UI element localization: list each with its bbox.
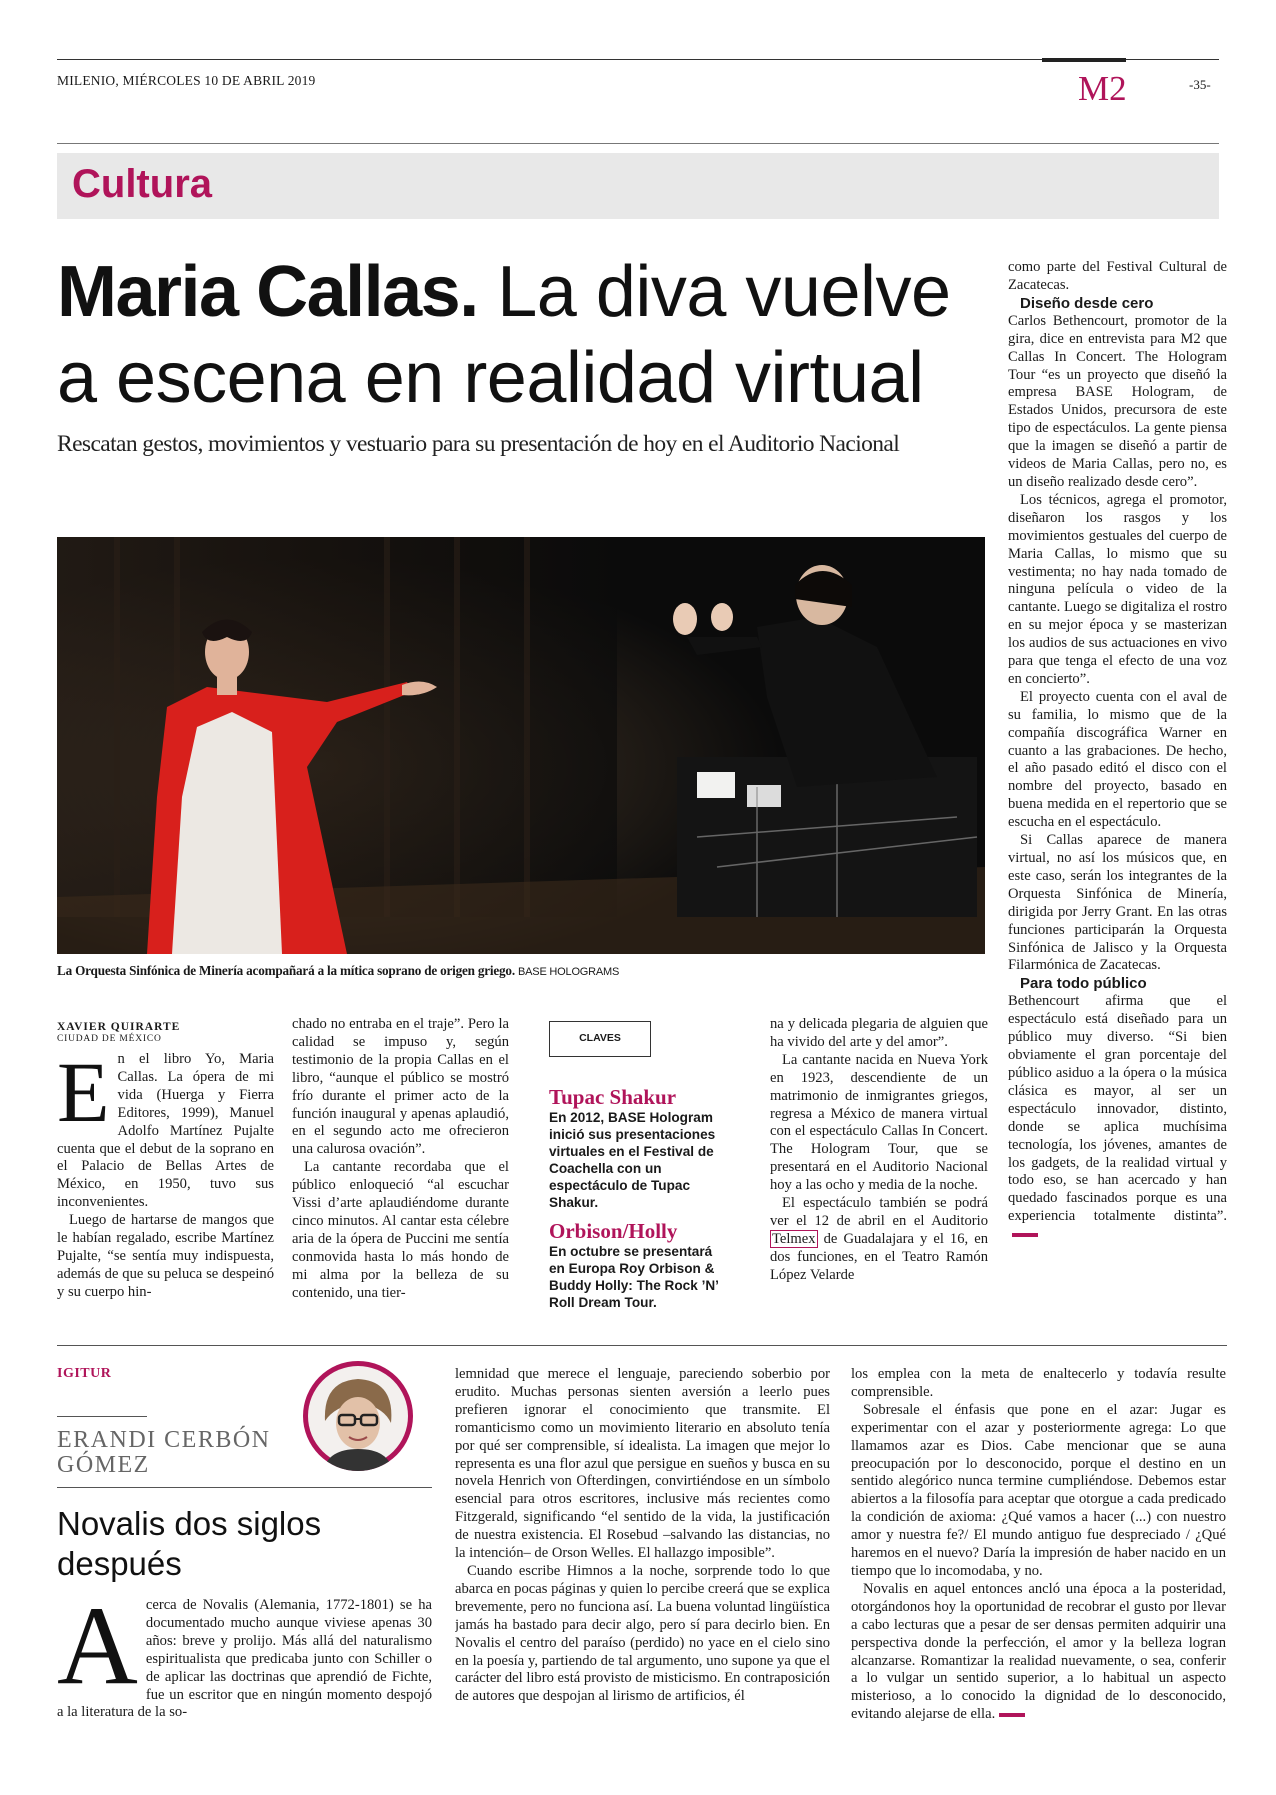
article-paragraph: como parte del Festival Cultural de Zacatecas. [1008, 259, 1227, 293]
article-paragraph: La cantante nacida en Nueva York en 1923, descendiente de un matrimonio de inmigrantes griegos, regresa a México de manera virtual con el espectáculo Callas In Concert. The Hologram Tour, que se presentará en el Auditorio Nacional hoy a las ocho y media de la noche. [770, 1051, 988, 1194]
end-mark [999, 1713, 1025, 1717]
article-paragraph: Luego de hartarse de mangos que le habían regalado, escribe Martínez Pujalte, “se sentía muy indispuesta, además de que su peluca se despeinó y su cuerpo hin- [57, 1212, 274, 1300]
page-number: -35- [1189, 77, 1211, 92]
clave-title: Tupac Shakur [549, 1085, 677, 1109]
opinion-paragraph: Acerca de Novalis (Alemania, 1772-1801) se ha documentado mucho aunque viviese apenas 30 años: breve y prolijo. Más allá del naturalismo espiritualista que predicaba junto con Schiller o de aplicar las doctrinas que aprendió de Fichte, fue un escritor que en ningún momento despojó a la literatura de la so- [57, 1597, 432, 1721]
byline-author: XAVIER QUIRARTE [57, 1021, 181, 1033]
article-paragraph: El proyecto cuenta con el aval de su familia, lo mismo que de la compañía discográfica Warner en cuanto a las grabaciones. De hecho, el año pasado editó el disco con el nombre del proyecto, basado en buena medida en el repertorio que se escucha en el espectáculo. [1008, 688, 1227, 831]
photo-maria-callas [57, 537, 985, 954]
masthead: MILENIO, MIÉRCOLES 10 DE ABRIL 2019 [57, 73, 316, 88]
article-column-2 [292, 1016, 509, 1311]
dropcap: A [57, 1597, 138, 1708]
dropcap: E [57, 1051, 110, 1140]
clave-title: Orbison/Holly [549, 1219, 678, 1243]
headline-line2: a escena en realidad virtual [57, 338, 924, 418]
clave-text: En 2012, BASE Hologram inició sus presentaciones virtuales en el Festival de Coachella con un espectáculo de Tupac Shakur. [549, 1110, 716, 1210]
article-paragraph: chado no entraba en el traje”. Pero la calidad se impuso y, según testimonio de la propia Callas en el libro, “aunque el público se mostró frío durante el primer acto de la función inaugural y apenas aplaudió, en el segundo acto me ofrecieron una calurosa ovación”. [292, 1016, 509, 1158]
article-paragraph: na y delicada plegaria de alguien que ha vivido del arte y del amor”. [770, 1016, 988, 1050]
section-band [57, 153, 1219, 219]
headline-rest: La diva vuelve [477, 252, 951, 332]
article-paragraph: El espectáculo también se podrá ver el 12 de abril en el Auditorio Telmex de Guadalajara y el 16, en dos funciones, en el Teatro Ramón López Velarde [770, 1195, 988, 1283]
headline [57, 249, 992, 421]
opinion-column-2 [455, 1366, 830, 1782]
article-subhead: Diseño desde cero [1020, 294, 1154, 312]
section-title: Cultura [72, 162, 212, 206]
article-paragraph: En el libro Yo, Maria Callas. La ópera de mi vida (Huerga y Fierra Editores, 1999), Manuel Adolfo Martínez Pujalte cuenta que el debut de la soprano en el Palacio de Bellas Artes de México, en 1950, tuvo sus inconvenientes. [57, 1051, 274, 1211]
end-mark [1012, 1233, 1038, 1237]
title-line-1: Novalis dos siglos [57, 1505, 322, 1542]
article-paragraph: Los técnicos, agrega el promotor, diseñaron los rasgos y los movimientos gestuales del cuerpo de Maria Callas, lo mismo que su vestimenta; no hay nada tomado de ninguna película o video de la cantante. Luego se digitaliza el rostro en su mejor época y se masterizan los audios de sus actuaciones en vivo para que tenga el efecto de una voz en concierto”. [1008, 491, 1227, 687]
claves-list [549, 1085, 729, 1311]
clave-text: En octubre se presentará en Europa Roy Orbison & Buddy Holly: The Rock ’N’ Roll Dream Tour. [549, 1244, 719, 1310]
article-column-5 [1008, 259, 1227, 1311]
column-label: IGITUR [57, 1366, 112, 1381]
section-code-bar [1042, 58, 1126, 62]
claves-label: CLAVES [579, 1032, 621, 1044]
author-line-2: GÓMEZ [57, 1452, 150, 1478]
headline-bold: Maria Callas. [57, 252, 478, 332]
article-column-4 [770, 1016, 988, 1311]
article-paragraph: Carlos Bethencourt, promotor de la gira, dice en entrevista para M2 que Callas In Concert. The Hologram Tour “es un proyecto que diseñó la empresa BASE Hologram, de Estados Unidos, precursora de este tipo de espectáculos. La gente piensa que la imagen se diseñó a partir de videos de Maria Callas, pero no, es un diseño realizado desde cero”. [1008, 312, 1227, 490]
opinion-paragraph: Novalis en aquel entonces ancló una época a la posteridad, otorgándonos hoy la oportunidad de recobrar el gusto por llevar a cabo lecturas que a pesar de ser densas permiten adquirir una perspectiva donde la perfección, el amor y la belleza logran alcanzarse. Romantizar la realidad nuevamente, o sea, conferir a lo vulgar un sentido superior, a lo habitual un aspecto misterioso, a lo conocido la dignidad de lo desconocido, evitando alejarse de ella. [851, 1580, 1226, 1723]
opinion-paragraph: Sobresale el énfasis que pone en el azar: Jugar es experimentar con el azar y posteriormente agrega: Lo que llamamos azar es Dios. Cabe mencionar que se auna preocupación por lo desconocido, porque el destino en un sentido alegórico nunca termine cumpliéndose. Debemos estar abiertos a la filosofía para aceptar que otorgue a cada predicado la condición de axioma: ¿Qué vamos a hacer (...) con nuestro amor y nuestra fe?/ El mundo antiguo fue despreciado / ¿Qué haremos en el nuevo? Daría la impresión de haber nacido en un tiempo que lo incomodaba, y no. [851, 1401, 1226, 1579]
caption-text: La Orquesta Sinfónica de Minería acompañará a la mítica soprano de origen griego. [57, 963, 515, 978]
opinion-column-3 [851, 1366, 1226, 1786]
opinion-paragraph: los emplea con la meta de enaltecerlo y todavía resulte comprensible. [851, 1366, 1226, 1400]
section-code: M2 [1078, 69, 1127, 108]
author-photo [303, 1361, 413, 1471]
author-portrait-illustration [303, 1361, 413, 1471]
opinion-paragraph: lemnidad que merece el lenguaje, pareciendo soberbio por erudito. Muchas personas sienten aversión a leerlo pues prefieren ignorar el conocimiento que transmite. El romanticismo como un movimiento literario en absoluto tenía por qué ser comprensible, sí idealista. La imagen que mejor lo representa es una flor azul que persigue en sueños y busca en su novela Henrich von Ofterdingen, convirtiéndose en un símbolo esencial para otros escritores, inclusive más recientes como Fitzgerald, significando “el sentido de la vida, la justificación de nuestra existencia. El Rosebud –salvando las distancias, no la intención– de Orson Welles. El hallazgo imposible”. [455, 1366, 830, 1562]
opinion-column-1 [57, 1597, 432, 1782]
byline-location: CIUDAD DE MÉXICO [57, 1034, 162, 1044]
column-title [57, 1504, 321, 1584]
author-line-1: ERANDI CERBÓN [57, 1427, 271, 1453]
article-paragraph: La cantante recordaba que el público enloqueció “al escuchar Vissi d’arte aplaudiéndome durante cinco minutos. Al cantar esta célebre aria de la ópera de Puccini me sentía conmovida hasta lo más hondo de mi alma por la belleza de su contenido, una tier- [292, 1159, 509, 1301]
photo-credit: BASE HOLOGRAMS [518, 966, 620, 978]
column-author [57, 1428, 271, 1478]
title-line-2: después [57, 1545, 182, 1582]
article-subhead: Para todo público [1020, 975, 1147, 993]
article-column-1 [57, 1051, 274, 1311]
article-paragraph: Si Callas aparece de manera virtual, no así los músicos que, en este caso, serán los integrantes de la Orquesta Sinfónica de Minería, dirigida por Jerry Grant. En las otras funciones participarán la Orquesta Sinfónica de Jalisco y la Orquesta Filarmónica de Zacatecas. [1008, 832, 1227, 974]
article-paragraph: Bethencourt afirma que el espectáculo está diseñado para un público muy diverso. “Si bien obviamente el gran porcentaje del público asiduo a la ópera o la música clásica es mayor, al ser un espectáculo innovador, distinto, donde se aplica muchísima tecnología, los jóvenes, amantes de los gadgets, de la realidad virtual y todo eso, se han acercado y han quedado fascinados porque es una experiencia totalmente distinta”. [1008, 993, 1227, 1244]
telmex-highlight[interactable]: Telmex [772, 1230, 816, 1247]
photo-illustration [57, 537, 985, 954]
photo-caption [57, 963, 992, 980]
opinion-paragraph: Cuando escribe Himnos a la noche, sorprende todo lo que abarca en pocas páginas y quien lo percibe creerá que se explica brevemente, pero no funciona así. La buena voluntad lingüística jamás ha bastado para decir algo, pero sí para decirlo bien. En Novalis el centro del paraíso (perdido) no yace en el cielo sino en la poesía y, partiendo de tal argumento, uno supone ya que el carácter del libro está provisto de misticismo. En contraposición de autores que despojan al lirismo de artificios, él [455, 1562, 830, 1705]
subheadline: Rescatan gestos, movimientos y vestuario para su presentación de hoy en el Auditorio Nacional [57, 431, 900, 457]
